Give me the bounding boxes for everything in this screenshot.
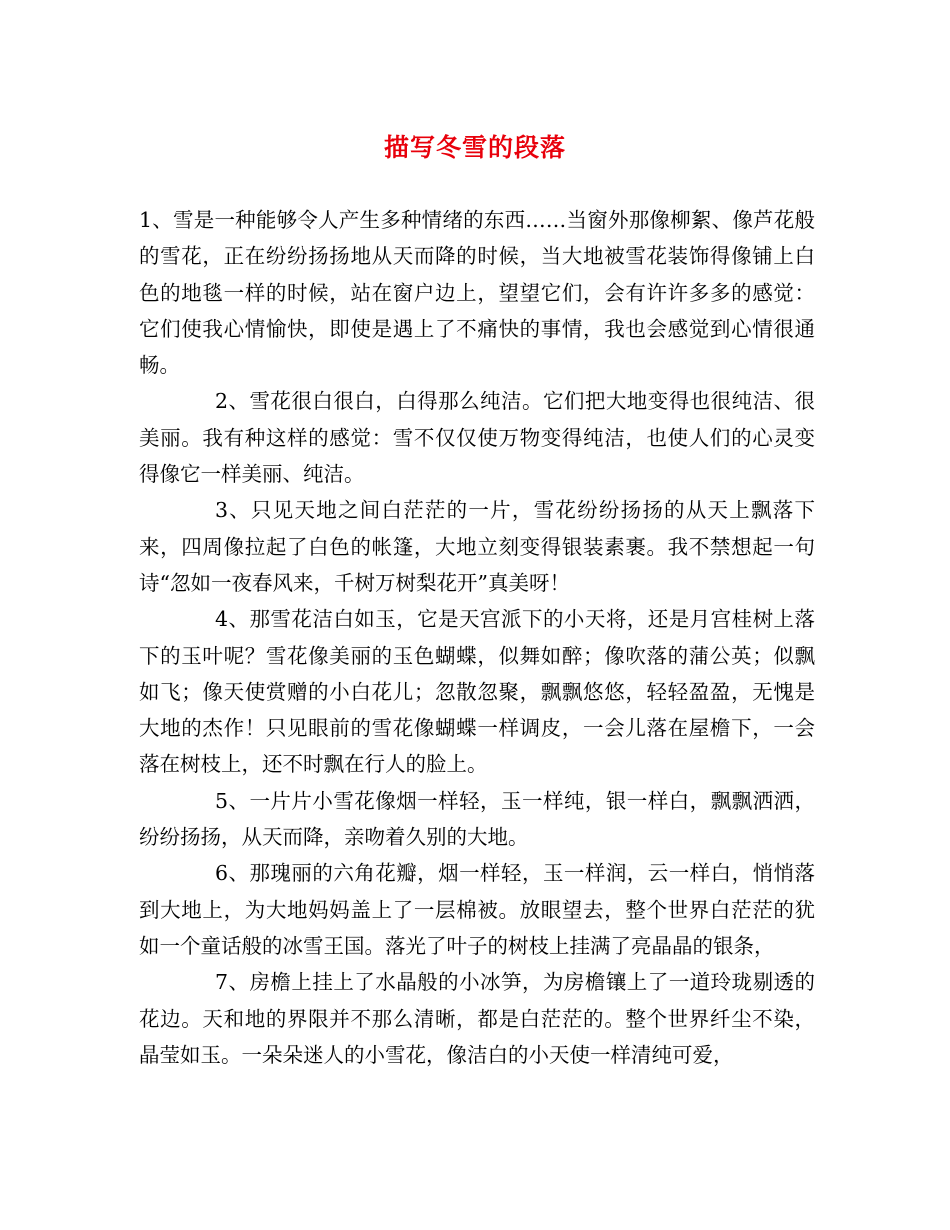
paragraph-6: 6、那瑰丽的六角花瓣，烟一样轻，玉一样润，云一样白，悄悄落到大地上，为大地妈妈盖上了一层棉被。放眼望去，整个世界白茫茫的犹如一个童话般的冰雪王国。落光了叶子的树枝上挂满了亮晶晶的银条， [139, 861, 815, 958]
paragraph-1: 1、雪是一种能够令人产生多种情绪的东西……当窗外那像柳絮、像芦花般的雪花，正在纷纷扬扬地从天而降的时候，当大地被雪花装饰得像铺上白色的地毯一样的时候，站在窗户边上，望望它们，会有许许多多的感觉：它们使我心情愉快，即使是遇上了不痛快的事情，我也会感觉到心情很通畅。 [139, 208, 815, 378]
paragraph-4: 4、那雪花洁白如玉，它是天宫派下的小天将，还是月宫桂树上落下的玉叶呢？雪花像美丽的玉色蝴蝶，似舞如醉；像吹落的蒲公英；似飘如飞；像天使赏赠的小白花儿；忽散忽聚，飘飘悠悠，轻轻盈盈，无愧是大地的杰作！只见眼前的雪花像蝴蝶一样调皮，一会儿落在屋檐下，一会落在树枝上，还不时飘在行人的脸上。 [139, 607, 815, 777]
paragraph-7: 7、房檐上挂上了水晶般的小冰笋，为房檐镶上了一道玲珑剔透的花边。天和地的界限并不那么清晰，都是白茫茫的。整个世界纤尘不染，晶莹如玉。一朵朵迷人的小雪花，像洁白的小天使一样清纯可爱， [139, 970, 815, 1067]
page-title: 描写冬雪的段落 [383, 133, 566, 162]
paragraph-2: 2、雪花很白很白，白得那么纯洁。它们把大地变得也很纯洁、很美丽。我有种这样的感觉：雪不仅仅使万物变得纯洁，也使人们的心灵变得像它一样美丽、纯洁。 [139, 389, 815, 487]
paragraph-3: 3、只见天地之间白茫茫的一片，雪花纷纷扬扬的从天上飘落下来，四周像拉起了白色的帐篷，大地立刻变得银装素裹。我不禁想起一句诗“忽如一夜春风来，千树万树梨花开”真美呀！ [139, 498, 815, 595]
paragraph-5: 5、一片片小雪花像烟一样轻，玉一样纯，银一样白，飘飘洒洒，纷纷扬扬，从天而降，亲吻着久别的大地。 [139, 788, 815, 850]
document-body [139, 202, 815, 1073]
